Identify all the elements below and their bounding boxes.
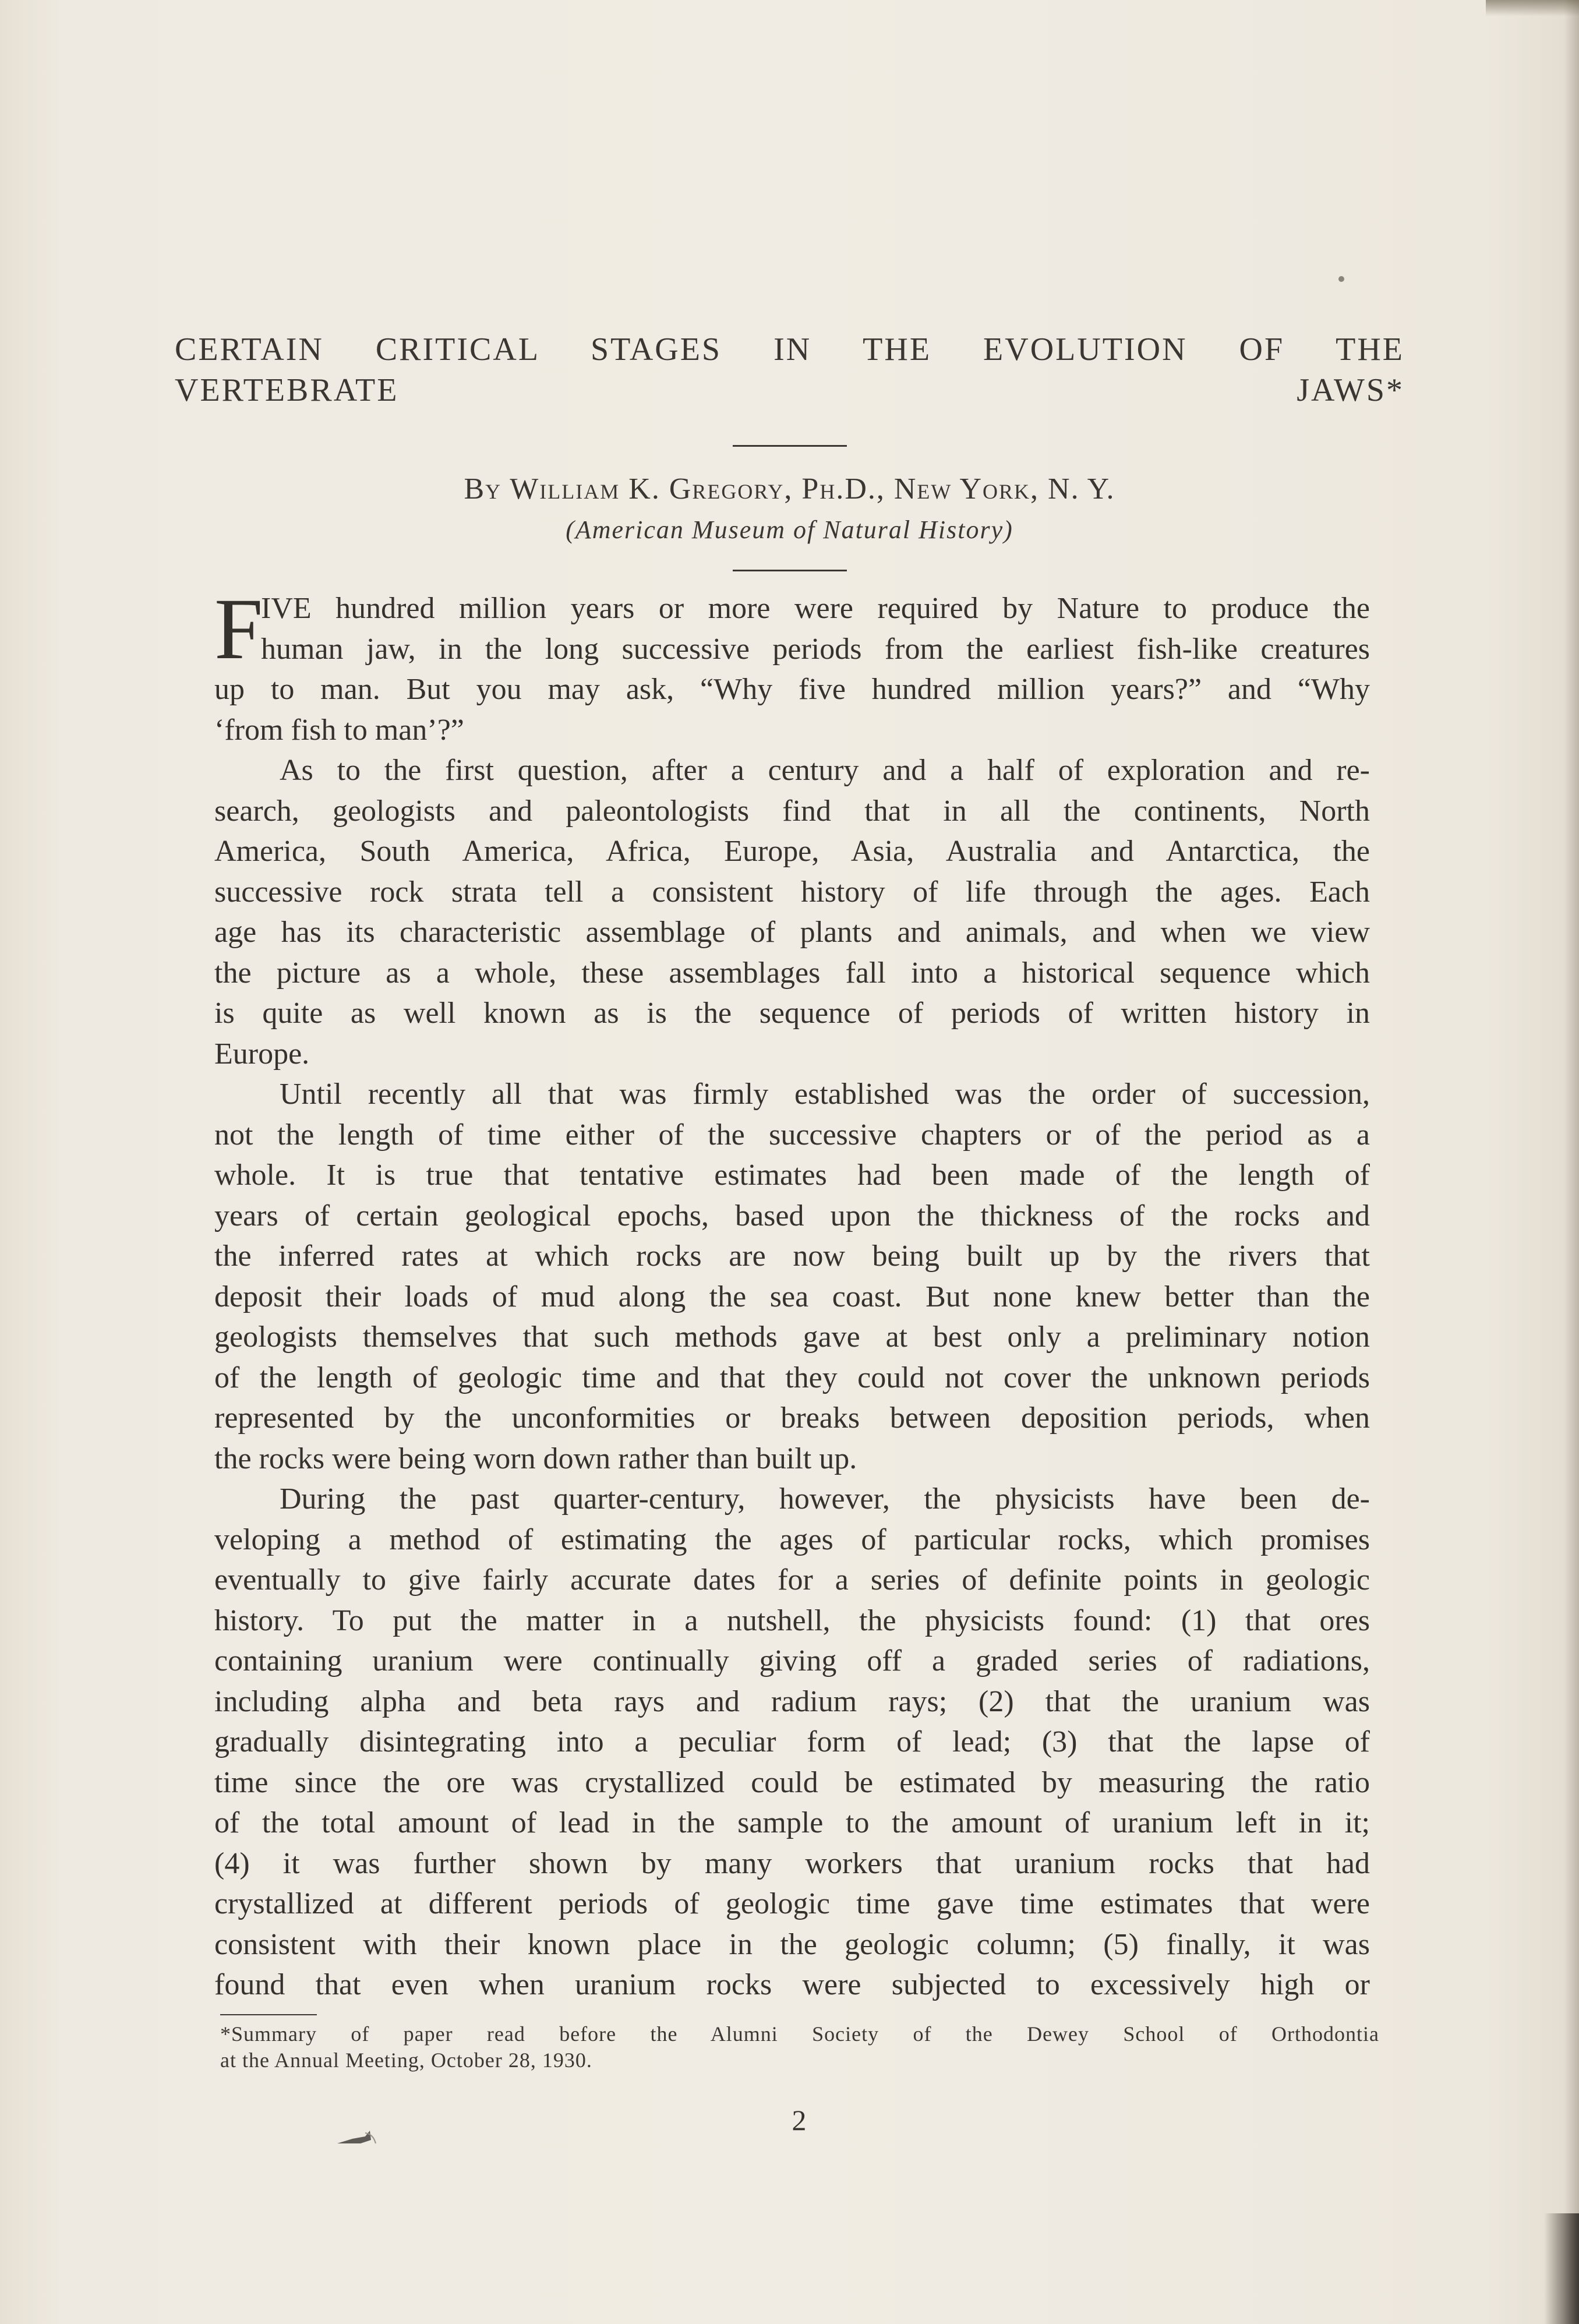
paragraph-1 (214, 581, 1370, 750)
text-line: ‘from fish to man’?” (214, 713, 464, 747)
page-number: 2 (792, 2104, 807, 2136)
article-body (214, 581, 1370, 2005)
text-line: consistent with their known place in the geologic column; (5) finally, it was (214, 1927, 1370, 1961)
text-line: Europe. (214, 1037, 310, 1071)
page-edge-shadow (1564, 0, 1579, 2324)
text-line: the picture as a whole, these assemblages fall into a historical sequence which (214, 956, 1370, 990)
paper-speck (1338, 276, 1344, 282)
title-line: VERTEBRATE JAWS* (175, 372, 1404, 408)
text-line: deposit their loads of mud along the sea coast. But none knew better than the (214, 1280, 1370, 1313)
paragraph-2 (214, 750, 1370, 1074)
page-corner-bottom (1544, 2213, 1579, 2324)
text-line: America, South America, Africa, Europe, Asia, Australia and Antarctica, the (214, 835, 1370, 868)
text-line: the rocks were being worn down rather than built up. (214, 1442, 857, 1475)
text-line: veloping a method of estimating the ages of particular rocks, which promises (214, 1523, 1370, 1556)
text-line: Until recently all that was firmly established was the order of succession, (280, 1078, 1370, 1111)
text-line: up to man. But you may ask, “Why five hundred million years?” and “Why (214, 673, 1370, 706)
text-line: found that even when uranium rocks were subjected to excessively high or (214, 1968, 1370, 2001)
text-line: the inferred rates at which rocks are now being built up by the rivers that (214, 1239, 1370, 1273)
text-line: IVE hundred million years or more were required by Nature to produce the (261, 592, 1370, 625)
ink-mark-icon (335, 2126, 381, 2149)
text-line: successive rock strata tell a consistent history of life through the ages. Each (214, 875, 1370, 909)
text-line: (4) it was further shown by many workers that uranium rocks that had (214, 1846, 1370, 1880)
text-line: human jaw, in the long successive periods from the earliest fish-like creatures (261, 632, 1370, 666)
text-line: As to the first question, after a century and a half of exploration and re- (280, 754, 1370, 787)
paragraph-3 (214, 1074, 1370, 1479)
text-line: is quite as well known as is the sequence of periods of written history in (214, 997, 1370, 1030)
text-line: time since the ore was crystallized could be estimated by measuring the ratio (214, 1765, 1370, 1799)
text-line: not the length of time either of the successive chapters or of the period as a (214, 1118, 1370, 1152)
footnote-line: at the Annual Meeting, October 28, 1930. (220, 2048, 592, 2072)
text-line: including alpha and beta rays and radium rays; (2) that the uranium was (214, 1684, 1370, 1718)
text-line: whole. It is true that tentative estimates had been made of the length of (214, 1159, 1370, 1192)
page-corner-top (1486, 0, 1579, 16)
text-line: years of certain geological epochs, based upon the thickness of the rocks and (214, 1199, 1370, 1232)
text-line: gradually disintegrating into a peculiar form of lead; (3) that the lapse of (214, 1725, 1370, 1758)
text-line: age has its characteristic assemblage of plants and animals, and when we view (214, 916, 1370, 949)
footnote (220, 2021, 1379, 2074)
author-byline: By William K. Gregory, Ph.D., New York, N. Y. (464, 472, 1115, 506)
text-line: of the total amount of lead in the sample to the amount of uranium left in it; (214, 1806, 1370, 1839)
paragraph-4 (214, 1479, 1370, 2005)
footnote-divider (220, 2014, 317, 2015)
text-line: eventually to give fairly accurate dates for a series of definite points in geologic (214, 1563, 1370, 1597)
article-title (175, 326, 1404, 407)
text-line: geologists themselves that such methods gave at best only a preliminary notion (214, 1320, 1370, 1354)
byline-divider (733, 570, 847, 571)
title-divider (733, 445, 847, 447)
text-line: represented by the unconformities or breaks between deposition periods, when (214, 1401, 1370, 1435)
text-line: of the length of geologic time and that they could not cover the unknown periods (214, 1361, 1370, 1394)
footnote-line: *Summary of paper read before the Alumni Society of the Dewey School of Orthodontia (220, 2022, 1379, 2046)
drop-cap: F (214, 581, 263, 677)
text-line: crystallized at different periods of geologic time gave time estimates that were (214, 1887, 1370, 1920)
author-affiliation: (American Museum of Natural History) (566, 515, 1013, 544)
text-line: containing uranium were continually giving off a graded series of radiations, (214, 1644, 1370, 1677)
text-line: During the past quarter-century, however, the physicists have been de- (280, 1482, 1370, 1516)
text-line: history. To put the matter in a nutshell, the physicists found: (1) that ores (214, 1604, 1370, 1637)
title-line: CERTAIN CRITICAL STAGES IN THE EVOLUTION OF THE (175, 331, 1404, 368)
text-line: search, geologists and paleontologists find that in all the continents, North (214, 794, 1370, 828)
